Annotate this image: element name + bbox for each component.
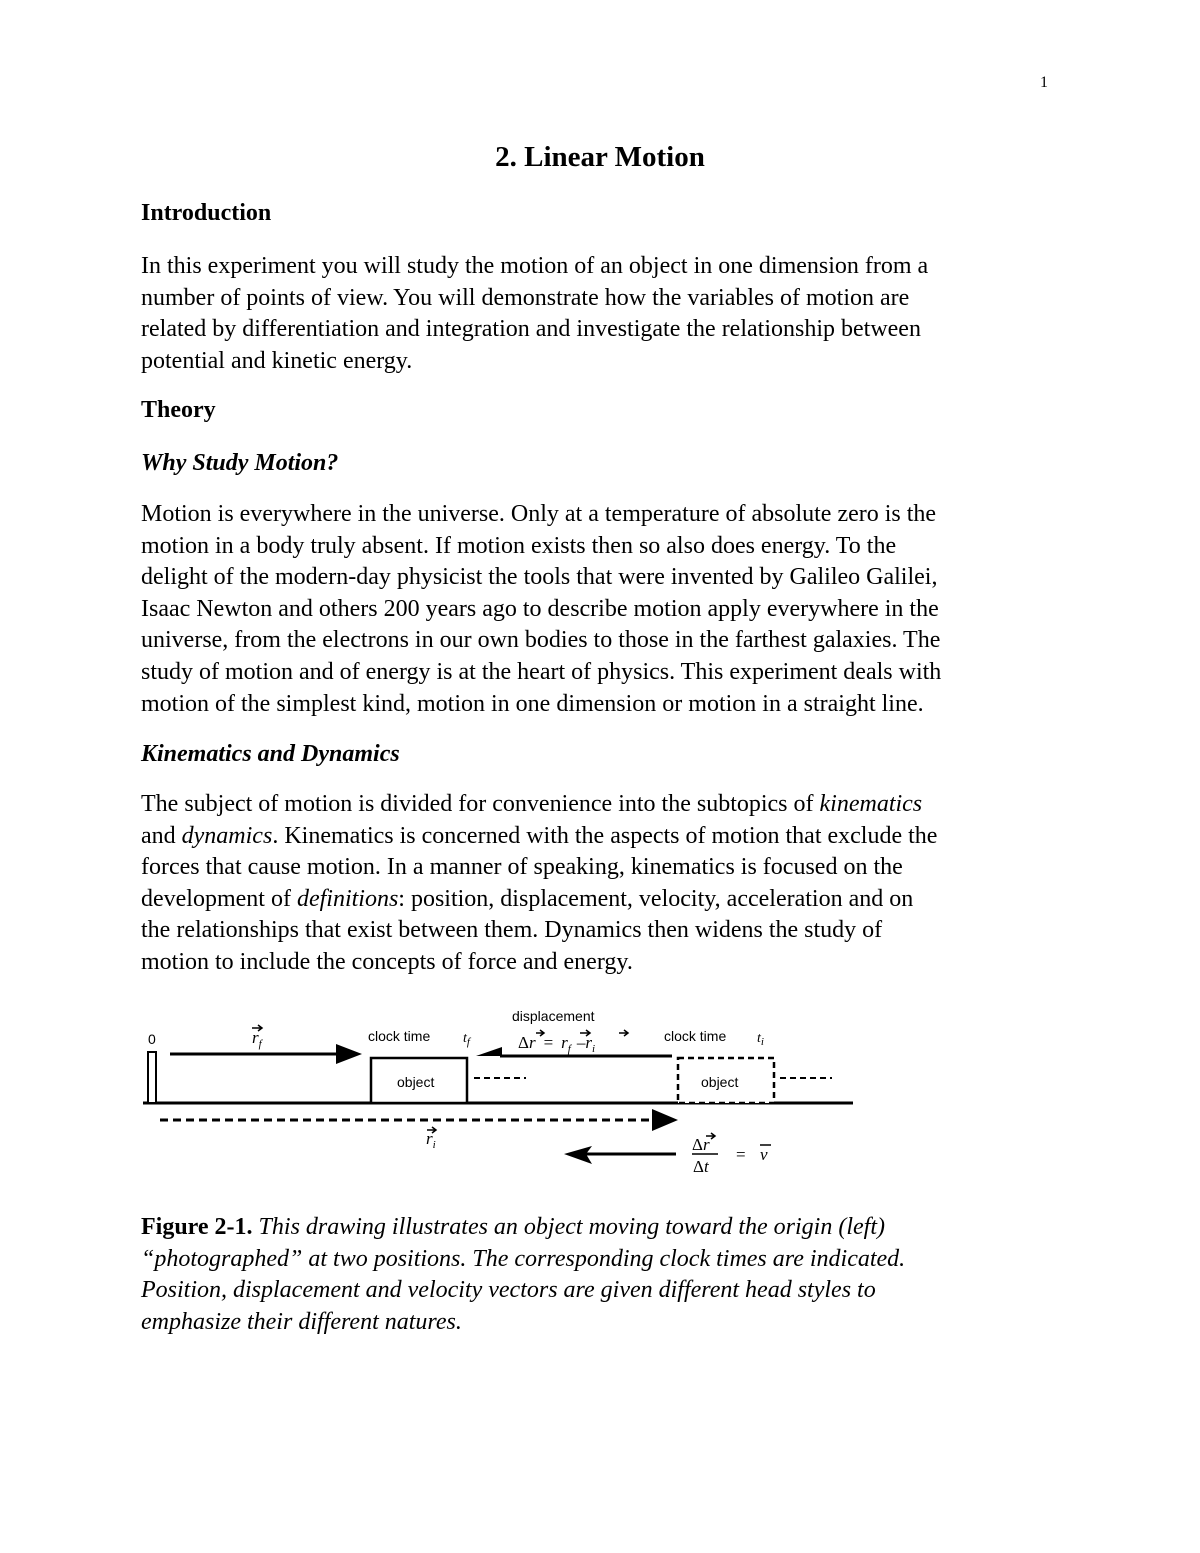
displacement-equation: $\Delta r = r_f$ $-r_i$ <box>518 1033 596 1055</box>
caption-label: Figure 2-1. <box>141 1214 253 1240</box>
origin-label: 0 <box>148 1031 156 1047</box>
tf-symbol: $t_f$ <box>463 1031 470 1048</box>
ri-symbol: $r_i$ <box>426 1129 436 1151</box>
velocity-equals: = <box>736 1145 746 1164</box>
text-line: universe, from the electrons in our own bodies to those in the farthest galaxies. The <box>141 627 941 654</box>
text-line: potential and kinetic energy. <box>141 347 413 374</box>
text-line: and dynamics. Kinematics is concerned with the aspects of motion that exclude the <box>141 822 938 849</box>
paragraph-why-study-motion <box>141 499 1071 720</box>
text-line: motion of the simplest kind, motion in one dimension or motion in a straight line. <box>141 690 924 717</box>
text-line: motion to include the concepts of force and energy. <box>141 948 633 975</box>
clock-time-final-label: clock time <box>368 1028 431 1044</box>
caption-line: emphasize their different natures. <box>141 1308 462 1335</box>
subheading-kinematics-dynamics: Kinematics and Dynamics <box>141 741 400 767</box>
text-line: study of motion and of energy is at the heart of physics. This experiment deals with <box>141 658 942 685</box>
paragraph-kinematics-dynamics <box>141 789 1071 979</box>
rf-symbol: $r_f$ <box>252 1028 262 1050</box>
page-number: 1 <box>1040 74 1048 91</box>
figure-diagram <box>140 1000 860 1190</box>
figure-caption <box>141 1212 1071 1338</box>
text-line: delight of the modern-day physicist the tools that were invented by Galileo Galilei, <box>141 564 938 591</box>
text-line: The subject of motion is divided for convenience into the subtopics of kinematics <box>141 791 923 817</box>
origin-wall <box>148 1052 156 1103</box>
text-line: development of definitions: position, displacement, velocity, acceleration and on <box>141 885 914 912</box>
object-final-label: object <box>397 1074 435 1090</box>
term-dynamics: dynamics <box>181 822 273 849</box>
paragraph-introduction <box>141 251 1071 377</box>
velocity-symbol: v <box>760 1145 768 1164</box>
displacement-label: displacement <box>512 1008 595 1024</box>
object-initial-label: object <box>701 1074 739 1090</box>
caption-line: “photographed” at two positions. The corresponding clock times are indicated. <box>141 1245 906 1272</box>
ri-eq-arrow-accent <box>619 1030 628 1036</box>
term-definitions: definitions <box>296 885 399 912</box>
rf-vector-head <box>336 1044 362 1064</box>
velocity-numerator: Δr <box>692 1135 710 1154</box>
text-line: Motion is everywhere in the universe. Only at a temperature of absolute zero is the <box>141 501 937 527</box>
displacement-vector-head <box>476 1047 502 1056</box>
caption-line: Position, displacement and velocity vectors are given different head styles to <box>141 1277 876 1304</box>
text-line: number of points of view. You will demonstrate how the variables of motion are <box>141 284 910 311</box>
heading-theory: Theory <box>141 397 216 423</box>
caption-line: Figure 2-1. This drawing illustrates an object moving toward the origin (left) <box>141 1214 885 1240</box>
page-title: 2. Linear Motion <box>495 141 705 173</box>
term-kinematics: kinematics <box>819 791 923 817</box>
text-line: the relationships that exist between them. Dynamics then widens the study of <box>141 917 883 944</box>
ti-symbol: $t_i$ <box>757 1031 764 1048</box>
text-line: forces that cause motion. In a manner of speaking, kinematics is focused on the <box>141 854 903 881</box>
heading-introduction: Introduction <box>141 200 272 226</box>
subheading-why-study-motion: Why Study Motion? <box>141 450 339 476</box>
text-line: In this experiment you will study the motion of an object in one dimension from a <box>141 253 929 279</box>
ri-vector-head <box>652 1109 678 1131</box>
text-line: related by differentiation and integration and investigate the relationship between <box>141 316 921 343</box>
text-line: motion in a body truly absent. If motion exists then so also does energy. To the <box>141 532 897 559</box>
text-line: Isaac Newton and others 200 years ago to describe motion apply everywhere in the <box>141 595 939 622</box>
velocity-denominator: Δt <box>693 1157 709 1176</box>
clock-time-initial-label: clock time <box>664 1028 727 1044</box>
